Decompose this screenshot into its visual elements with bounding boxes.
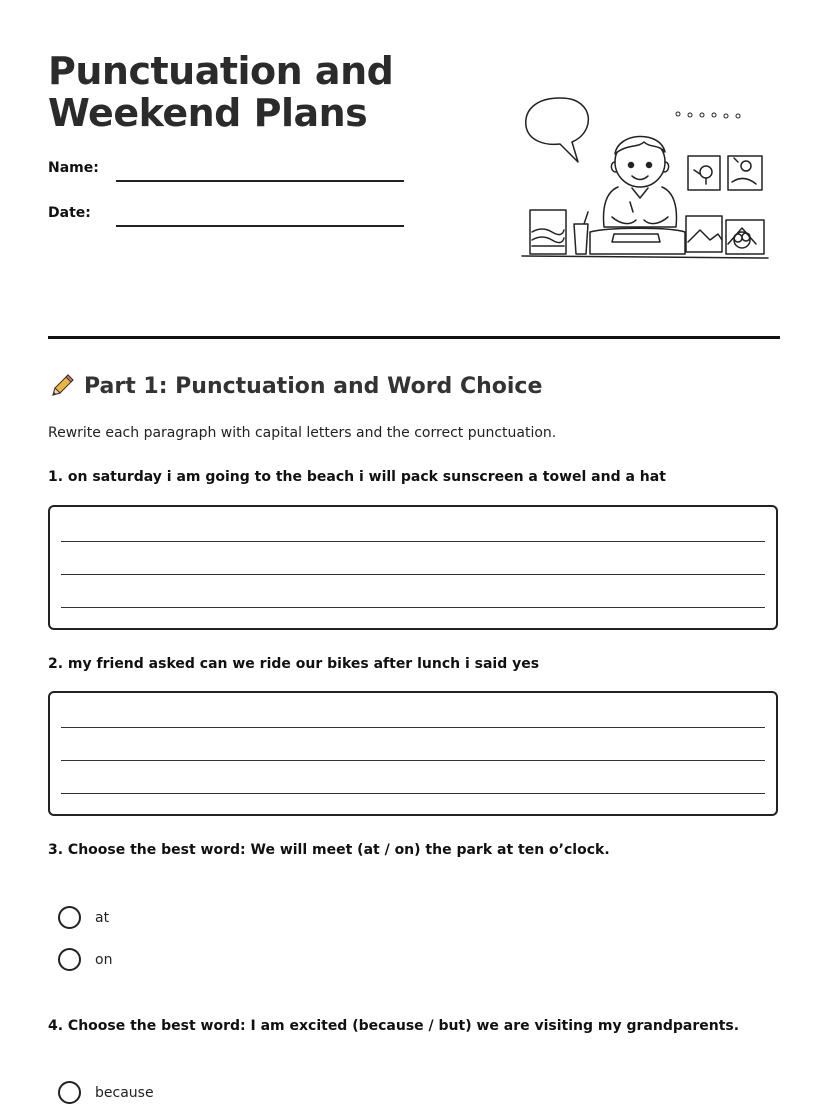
date-field[interactable] bbox=[116, 225, 404, 227]
pencil-icon bbox=[48, 372, 76, 400]
landscape-picture-icon bbox=[686, 216, 764, 254]
name-label: Name: bbox=[48, 160, 99, 176]
question-2-text: 2. my friend asked can we ride our bikes after lunch i said yes bbox=[48, 656, 540, 672]
option-because[interactable] bbox=[58, 1081, 154, 1104]
worksheet-title: Punctuation and Weekend Plans bbox=[48, 49, 394, 135]
bird-picture-icon bbox=[688, 156, 762, 190]
question-1-answer-box[interactable] bbox=[48, 505, 778, 630]
speech-bubble-icon bbox=[526, 98, 589, 162]
option-label: because bbox=[95, 1084, 154, 1101]
name-field[interactable] bbox=[116, 180, 404, 182]
radio-button[interactable] bbox=[58, 1081, 81, 1104]
part-1-heading bbox=[48, 372, 542, 400]
instructions-text: Rewrite each paragraph with capital letters and the correct punctuation. bbox=[48, 425, 557, 441]
question-4-text: 4. Choose the best word: I am excited (because / but) we are visiting my grandparents. bbox=[48, 1018, 740, 1034]
radio-button[interactable] bbox=[58, 948, 81, 971]
date-label: Date: bbox=[48, 205, 91, 221]
radio-button[interactable] bbox=[58, 906, 81, 929]
writing-line bbox=[61, 793, 765, 794]
question-3-text: 3. Choose the best word: We will meet (at / on) the park at ten o’clock. bbox=[48, 842, 610, 858]
desk-icon bbox=[590, 228, 685, 254]
beach-picture-icon bbox=[530, 210, 566, 254]
option-on[interactable] bbox=[58, 948, 112, 971]
student-writing-illustration bbox=[520, 92, 772, 262]
question-1-text: 1. on saturday i am going to the beach i will pack sunscreen a towel and a hat bbox=[48, 469, 666, 485]
writing-line bbox=[61, 760, 765, 761]
cup-icon bbox=[574, 212, 588, 254]
section-divider bbox=[48, 336, 780, 339]
writing-line bbox=[61, 574, 765, 575]
boy-icon bbox=[604, 136, 677, 227]
question-2-answer-box[interactable] bbox=[48, 691, 778, 816]
writing-line bbox=[61, 727, 765, 728]
option-label: at bbox=[95, 909, 110, 926]
option-at[interactable] bbox=[58, 906, 109, 929]
writing-line bbox=[61, 541, 765, 542]
option-label: on bbox=[95, 951, 113, 968]
writing-line bbox=[61, 607, 765, 608]
part-1-heading-text: Part 1: Punctuation and Word Choice bbox=[84, 373, 543, 399]
thought-dots-icon bbox=[676, 112, 740, 118]
